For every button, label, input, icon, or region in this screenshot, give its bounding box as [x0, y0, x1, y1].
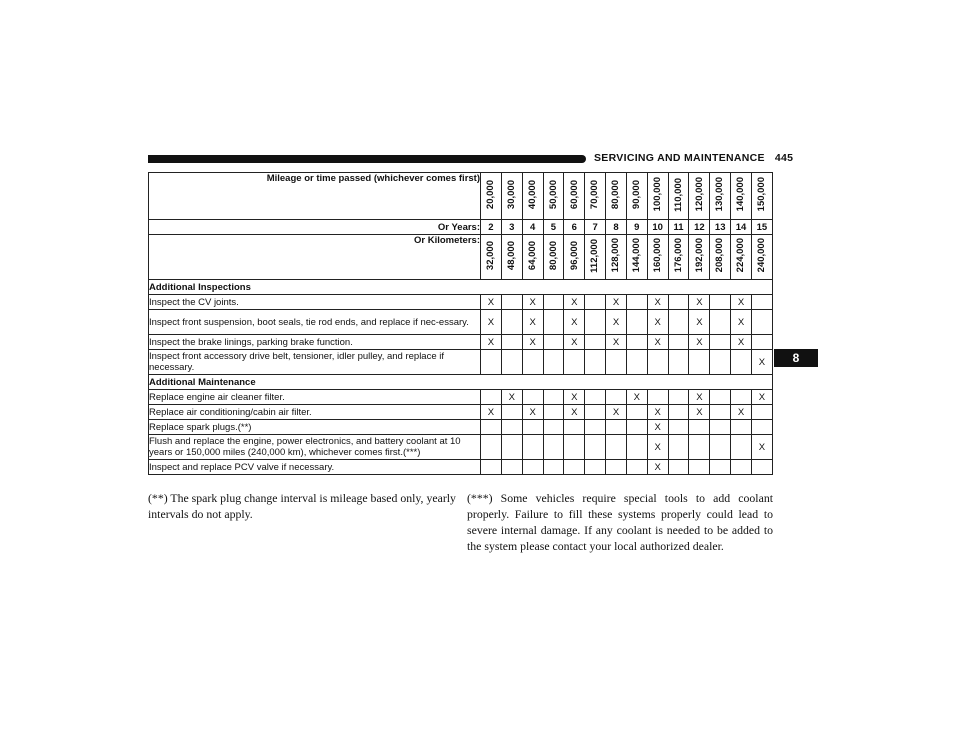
service-mark	[585, 295, 606, 310]
service-mark: X	[751, 350, 772, 375]
service-mark	[606, 350, 627, 375]
service-mark	[564, 460, 585, 475]
mileage-value: 30,000	[506, 179, 518, 210]
table-row	[149, 460, 773, 475]
mileage-value: 40,000	[526, 179, 538, 210]
kilometer-interval	[501, 235, 522, 280]
running-header	[594, 152, 793, 164]
service-mark: X	[481, 405, 502, 420]
service-mark	[543, 460, 564, 475]
section-title: SERVICING AND MAINTENANCE	[594, 152, 765, 164]
service-mark: X	[689, 405, 710, 420]
service-mark	[543, 390, 564, 405]
mileage-interval	[585, 173, 606, 220]
service-mark	[731, 350, 752, 375]
service-mark	[668, 420, 689, 435]
kilometer-value: 144,000	[631, 238, 643, 273]
service-mark	[481, 390, 502, 405]
year-interval: 13	[710, 220, 731, 235]
mileage-label: Mileage or time passed (whichever comes first)	[149, 173, 481, 220]
mileage-interval	[668, 173, 689, 220]
kilometer-value: 48,000	[506, 240, 518, 271]
service-mark	[668, 435, 689, 460]
service-mark: X	[481, 295, 502, 310]
service-mark	[606, 390, 627, 405]
header-rule	[148, 155, 586, 163]
year-interval: 14	[731, 220, 752, 235]
service-mark	[626, 460, 647, 475]
kilometer-value: 176,000	[672, 238, 684, 273]
service-mark	[710, 350, 731, 375]
service-mark	[564, 350, 585, 375]
mileage-header-row	[149, 173, 773, 220]
service-mark	[626, 435, 647, 460]
service-mark	[710, 420, 731, 435]
service-mark: X	[647, 295, 668, 310]
service-item-label: Inspect the brake linings, parking brake function.	[149, 335, 481, 350]
kilometers-label: Or Kilometers:	[149, 235, 481, 280]
table-row	[149, 435, 773, 460]
service-mark	[543, 405, 564, 420]
service-mark	[585, 460, 606, 475]
service-mark	[564, 420, 585, 435]
kilometer-value: 128,000	[610, 238, 622, 273]
service-mark	[543, 335, 564, 350]
service-mark	[689, 435, 710, 460]
section-header-row	[149, 375, 773, 390]
service-mark	[543, 350, 564, 375]
kilometer-interval	[626, 235, 647, 280]
service-mark	[731, 460, 752, 475]
service-mark	[501, 310, 522, 335]
service-mark	[751, 295, 772, 310]
service-mark	[543, 310, 564, 335]
table-row	[149, 420, 773, 435]
service-mark	[606, 460, 627, 475]
service-mark: X	[647, 405, 668, 420]
service-mark	[585, 310, 606, 335]
service-mark	[543, 420, 564, 435]
service-mark: X	[647, 335, 668, 350]
service-mark: X	[751, 435, 772, 460]
year-interval: 2	[481, 220, 502, 235]
mileage-interval	[501, 173, 522, 220]
service-mark	[751, 310, 772, 335]
service-mark	[710, 310, 731, 335]
service-mark: X	[522, 295, 543, 310]
table-row	[149, 335, 773, 350]
service-mark	[731, 390, 752, 405]
section-title: Additional Maintenance	[149, 375, 773, 390]
service-mark	[585, 390, 606, 405]
year-interval: 11	[668, 220, 689, 235]
mileage-value: 120,000	[693, 177, 705, 212]
service-mark	[481, 435, 502, 460]
service-mark	[710, 295, 731, 310]
mileage-value: 150,000	[756, 177, 768, 212]
service-mark	[731, 420, 752, 435]
service-mark: X	[564, 310, 585, 335]
chapter-tab: 8	[774, 349, 818, 367]
service-mark	[751, 405, 772, 420]
service-item-label: Inspect the CV joints.	[149, 295, 481, 310]
service-mark: X	[647, 460, 668, 475]
service-mark: X	[522, 310, 543, 335]
kilometer-interval	[522, 235, 543, 280]
kilometer-value: 64,000	[526, 240, 538, 271]
service-mark	[647, 350, 668, 375]
mileage-interval	[481, 173, 502, 220]
coolant-footnote: (***) Some vehicles require special tools to add coolant properly. Failure to fill these systems properly could lead to severe internal damage. If any coolant is needed to be added to the system please contact your local authorized dealer.	[467, 491, 773, 553]
service-mark	[626, 295, 647, 310]
service-mark	[689, 420, 710, 435]
kilometer-value: 160,000	[651, 238, 663, 273]
service-mark: X	[731, 310, 752, 335]
service-mark	[751, 460, 772, 475]
service-mark	[522, 350, 543, 375]
service-item-label: Inspect front accessory drive belt, tensioner, idler pulley, and replace if necessary.	[149, 350, 481, 375]
service-mark	[668, 460, 689, 475]
service-mark	[585, 435, 606, 460]
service-mark: X	[564, 295, 585, 310]
service-item-label: Inspect front suspension, boot seals, tie rod ends, and replace if nec-essary.	[149, 310, 481, 335]
service-mark	[668, 390, 689, 405]
mileage-interval	[606, 173, 627, 220]
service-mark	[501, 435, 522, 460]
service-mark	[647, 390, 668, 405]
service-mark	[543, 435, 564, 460]
mileage-interval	[689, 173, 710, 220]
service-item-label: Replace spark plugs.(**)	[149, 420, 481, 435]
service-mark: X	[689, 335, 710, 350]
service-mark: X	[501, 390, 522, 405]
service-mark	[522, 420, 543, 435]
service-mark	[689, 350, 710, 375]
year-interval: 6	[564, 220, 585, 235]
kilometer-interval	[731, 235, 752, 280]
service-mark: X	[481, 335, 502, 350]
kilometer-value: 224,000	[735, 238, 747, 273]
service-mark	[751, 420, 772, 435]
kilometer-interval	[751, 235, 772, 280]
service-mark	[710, 460, 731, 475]
service-mark	[710, 390, 731, 405]
service-mark	[626, 405, 647, 420]
mileage-interval	[543, 173, 564, 220]
year-interval: 10	[647, 220, 668, 235]
kilometer-value: 32,000	[485, 240, 497, 271]
service-mark: X	[606, 405, 627, 420]
service-mark	[501, 460, 522, 475]
service-mark: X	[689, 390, 710, 405]
service-mark	[585, 335, 606, 350]
kilometer-value: 192,000	[693, 238, 705, 273]
service-mark	[585, 420, 606, 435]
service-mark	[606, 420, 627, 435]
table-row	[149, 390, 773, 405]
mileage-value: 140,000	[735, 177, 747, 212]
year-interval: 8	[606, 220, 627, 235]
service-mark	[564, 435, 585, 460]
service-item-label: Inspect and replace PCV valve if necessary.	[149, 460, 481, 475]
service-item-label: Flush and replace the engine, power electronics, and battery coolant at 10 years or 150,000 miles (240,000 km), whichever comes first.(***)	[149, 435, 481, 460]
service-mark	[626, 420, 647, 435]
service-mark	[710, 335, 731, 350]
service-mark	[501, 420, 522, 435]
mileage-interval	[564, 173, 585, 220]
mileage-interval	[626, 173, 647, 220]
year-interval: 12	[689, 220, 710, 235]
service-mark	[522, 435, 543, 460]
service-mark: X	[606, 295, 627, 310]
kilometer-interval	[689, 235, 710, 280]
kilometer-interval	[481, 235, 502, 280]
service-mark: X	[564, 405, 585, 420]
service-mark	[585, 350, 606, 375]
service-mark	[501, 405, 522, 420]
table-row	[149, 310, 773, 335]
service-mark	[710, 405, 731, 420]
table-row	[149, 405, 773, 420]
service-mark: X	[647, 435, 668, 460]
service-mark	[668, 405, 689, 420]
service-mark	[731, 435, 752, 460]
service-mark: X	[731, 335, 752, 350]
mileage-interval	[751, 173, 772, 220]
mileage-value: 70,000	[589, 179, 601, 210]
service-mark	[710, 435, 731, 460]
year-interval: 9	[626, 220, 647, 235]
service-mark: X	[647, 310, 668, 335]
section-title: Additional Inspections	[149, 280, 773, 295]
service-mark	[668, 310, 689, 335]
kilometer-value: 80,000	[547, 240, 559, 271]
service-mark	[481, 460, 502, 475]
table-row	[149, 295, 773, 310]
section-header-row	[149, 280, 773, 295]
kilometer-value: 240,000	[756, 238, 768, 273]
service-mark: X	[564, 335, 585, 350]
service-mark: X	[522, 335, 543, 350]
year-interval: 3	[501, 220, 522, 235]
service-mark: X	[522, 405, 543, 420]
service-mark	[626, 310, 647, 335]
service-mark	[481, 420, 502, 435]
service-mark	[606, 435, 627, 460]
kilometer-interval	[585, 235, 606, 280]
service-mark	[668, 350, 689, 375]
service-mark	[626, 335, 647, 350]
year-interval: 7	[585, 220, 606, 235]
service-item-label: Replace air conditioning/cabin air filter.	[149, 405, 481, 420]
years-label: Or Years:	[149, 220, 481, 235]
service-mark	[522, 460, 543, 475]
service-mark: X	[606, 335, 627, 350]
page-number: 445	[774, 152, 794, 164]
service-mark: X	[647, 420, 668, 435]
service-mark	[501, 295, 522, 310]
kilometers-header-row	[149, 235, 773, 280]
service-mark	[751, 335, 772, 350]
kilometer-interval	[564, 235, 585, 280]
mileage-value: 110,000	[672, 177, 684, 212]
mileage-value: 80,000	[610, 179, 622, 210]
service-mark: X	[481, 310, 502, 335]
service-mark	[543, 295, 564, 310]
kilometer-value: 112,000	[589, 238, 601, 273]
kilometer-value: 96,000	[568, 240, 580, 271]
service-mark	[585, 405, 606, 420]
service-mark: X	[564, 390, 585, 405]
mileage-value: 50,000	[547, 179, 559, 210]
mileage-value: 20,000	[485, 179, 497, 210]
kilometer-interval	[606, 235, 627, 280]
service-mark	[481, 350, 502, 375]
service-mark: X	[606, 310, 627, 335]
service-mark: X	[731, 405, 752, 420]
service-mark: X	[626, 390, 647, 405]
year-interval: 5	[543, 220, 564, 235]
table-row	[149, 350, 773, 375]
mileage-value: 60,000	[568, 179, 580, 210]
mileage-value: 90,000	[631, 179, 643, 210]
service-item-label: Replace engine air cleaner filter.	[149, 390, 481, 405]
service-mark	[668, 335, 689, 350]
kilometer-value: 208,000	[714, 238, 726, 273]
mileage-interval	[710, 173, 731, 220]
kilometer-interval	[668, 235, 689, 280]
mileage-value: 130,000	[714, 177, 726, 212]
maintenance-schedule-table	[148, 172, 773, 475]
kilometer-interval	[710, 235, 731, 280]
service-mark	[501, 335, 522, 350]
service-mark: X	[689, 295, 710, 310]
year-interval: 15	[751, 220, 772, 235]
service-mark	[501, 350, 522, 375]
service-mark: X	[689, 310, 710, 335]
mileage-value: 100,000	[651, 177, 663, 212]
service-mark	[522, 390, 543, 405]
kilometer-interval	[543, 235, 564, 280]
mileage-interval	[647, 173, 668, 220]
year-interval: 4	[522, 220, 543, 235]
service-mark	[626, 350, 647, 375]
mileage-interval	[522, 173, 543, 220]
years-header-row	[149, 220, 773, 235]
service-mark: X	[751, 390, 772, 405]
spark-plug-footnote: (**) The spark plug change interval is mileage based only, yearly intervals do not apply.	[148, 491, 456, 521]
service-mark	[689, 460, 710, 475]
kilometer-interval	[647, 235, 668, 280]
service-mark: X	[731, 295, 752, 310]
service-mark	[668, 295, 689, 310]
mileage-interval	[731, 173, 752, 220]
